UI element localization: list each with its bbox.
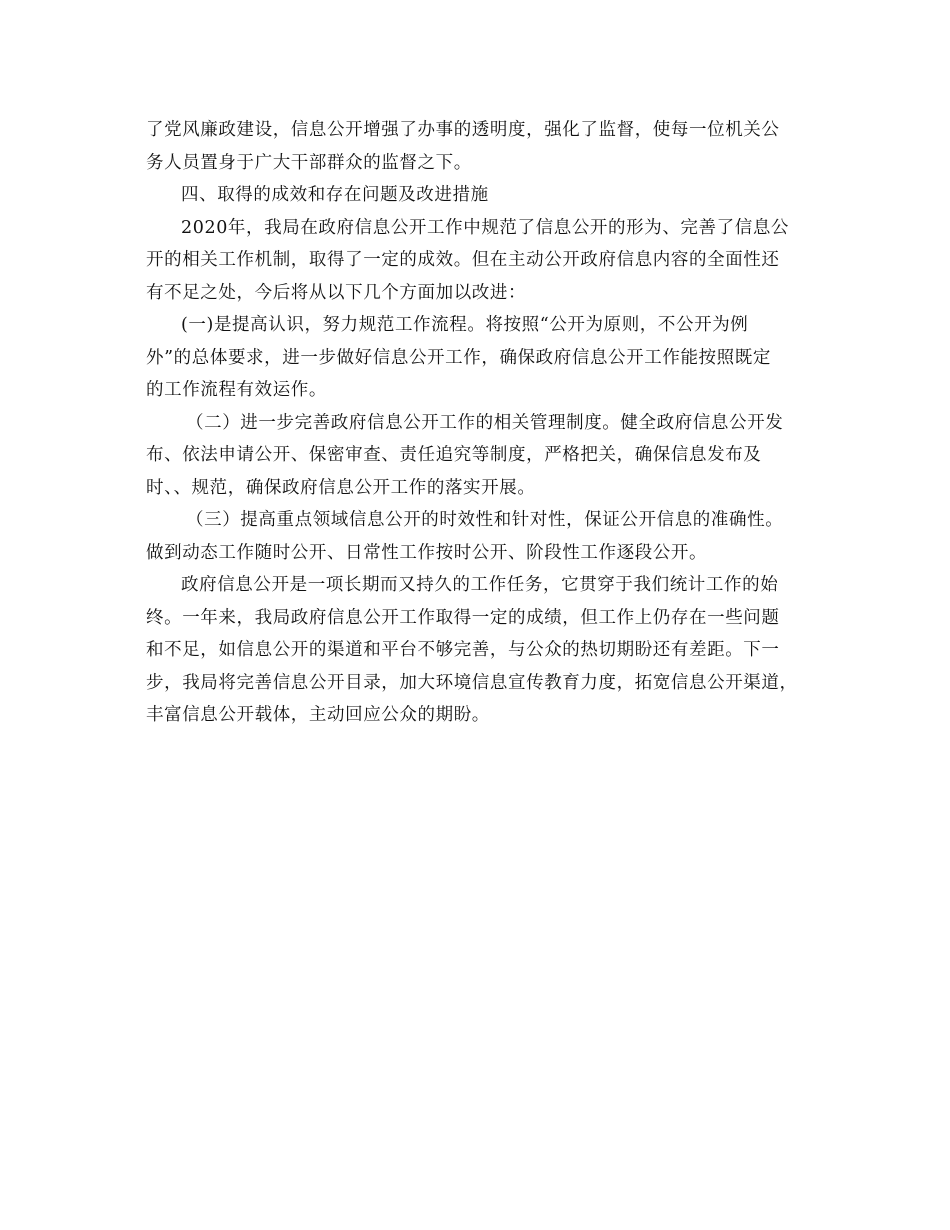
text-line: 做到动态工作随时公开、日常性工作按时公开、阶段性工作逐段公开。 [146,542,708,563]
text-line: 了党风廉政建设，信息公开增强了办事的透明度，强化了监督，使每一位机关公 [146,120,780,140]
text-line: 有不足之处，今后将从以下几个方面加以改进： [146,282,527,303]
text-line: （二）进一步完善政府信息公开工作的相关管理制度。健全政府信息公开发 [186,412,784,433]
text-line: 外”的总体要求，进一步做好信息公开工作，确保政府信息公开工作能按照既定 [146,347,771,368]
text-line: 务人员置身于广大干部群众的监督之下。 [146,152,472,173]
text-line: 2020年，我局在政府信息公开工作中规范了信息公开的形为、完善了信息公 [181,217,790,238]
text-line: (一)是提高认识，努力规范工作流程。将按照“公开为原则，不公开为例 [181,315,749,335]
text-line: （三）提高重点领域信息公开的时效性和针对性，保证公开信息的准确性。 [186,510,784,530]
text-line: 开的相关工作机制，取得了一定的成效。但在主动公开政府信息内容的全面性还 [146,250,780,270]
text-line: 终。一年来，我局政府信息公开工作取得一定的成绩，但工作上仍存在一些问题 [146,607,780,628]
text-line: 时、、规范，确保政府信息公开工作的落实开展。 [146,477,536,498]
section-heading: 四、取得的成效和存在问题及改进措施 [181,185,489,205]
text-line: 和不足，如信息公开的渠道和平台不够完善，与公众的热切期盼还有差距。下一 [146,640,780,660]
text-line: 政府信息公开是一项长期而又持久的工作任务，它贯穿于我们统计工作的始 [181,575,779,595]
text-line: 丰富信息公开载体，主动回应公众的期盼。 [146,705,490,725]
document-body [146,114,816,732]
text-line: 布、依法申请公开、保密审查、责任追究等制度，严格把关，确保信息发布及 [146,445,762,465]
text-line: 的工作流程有效运作。 [146,380,327,400]
text-line: 步，我局将完善信息公开目录，加大环境信息宣传教育力度，拓宽信息公开渠道， [146,672,798,693]
